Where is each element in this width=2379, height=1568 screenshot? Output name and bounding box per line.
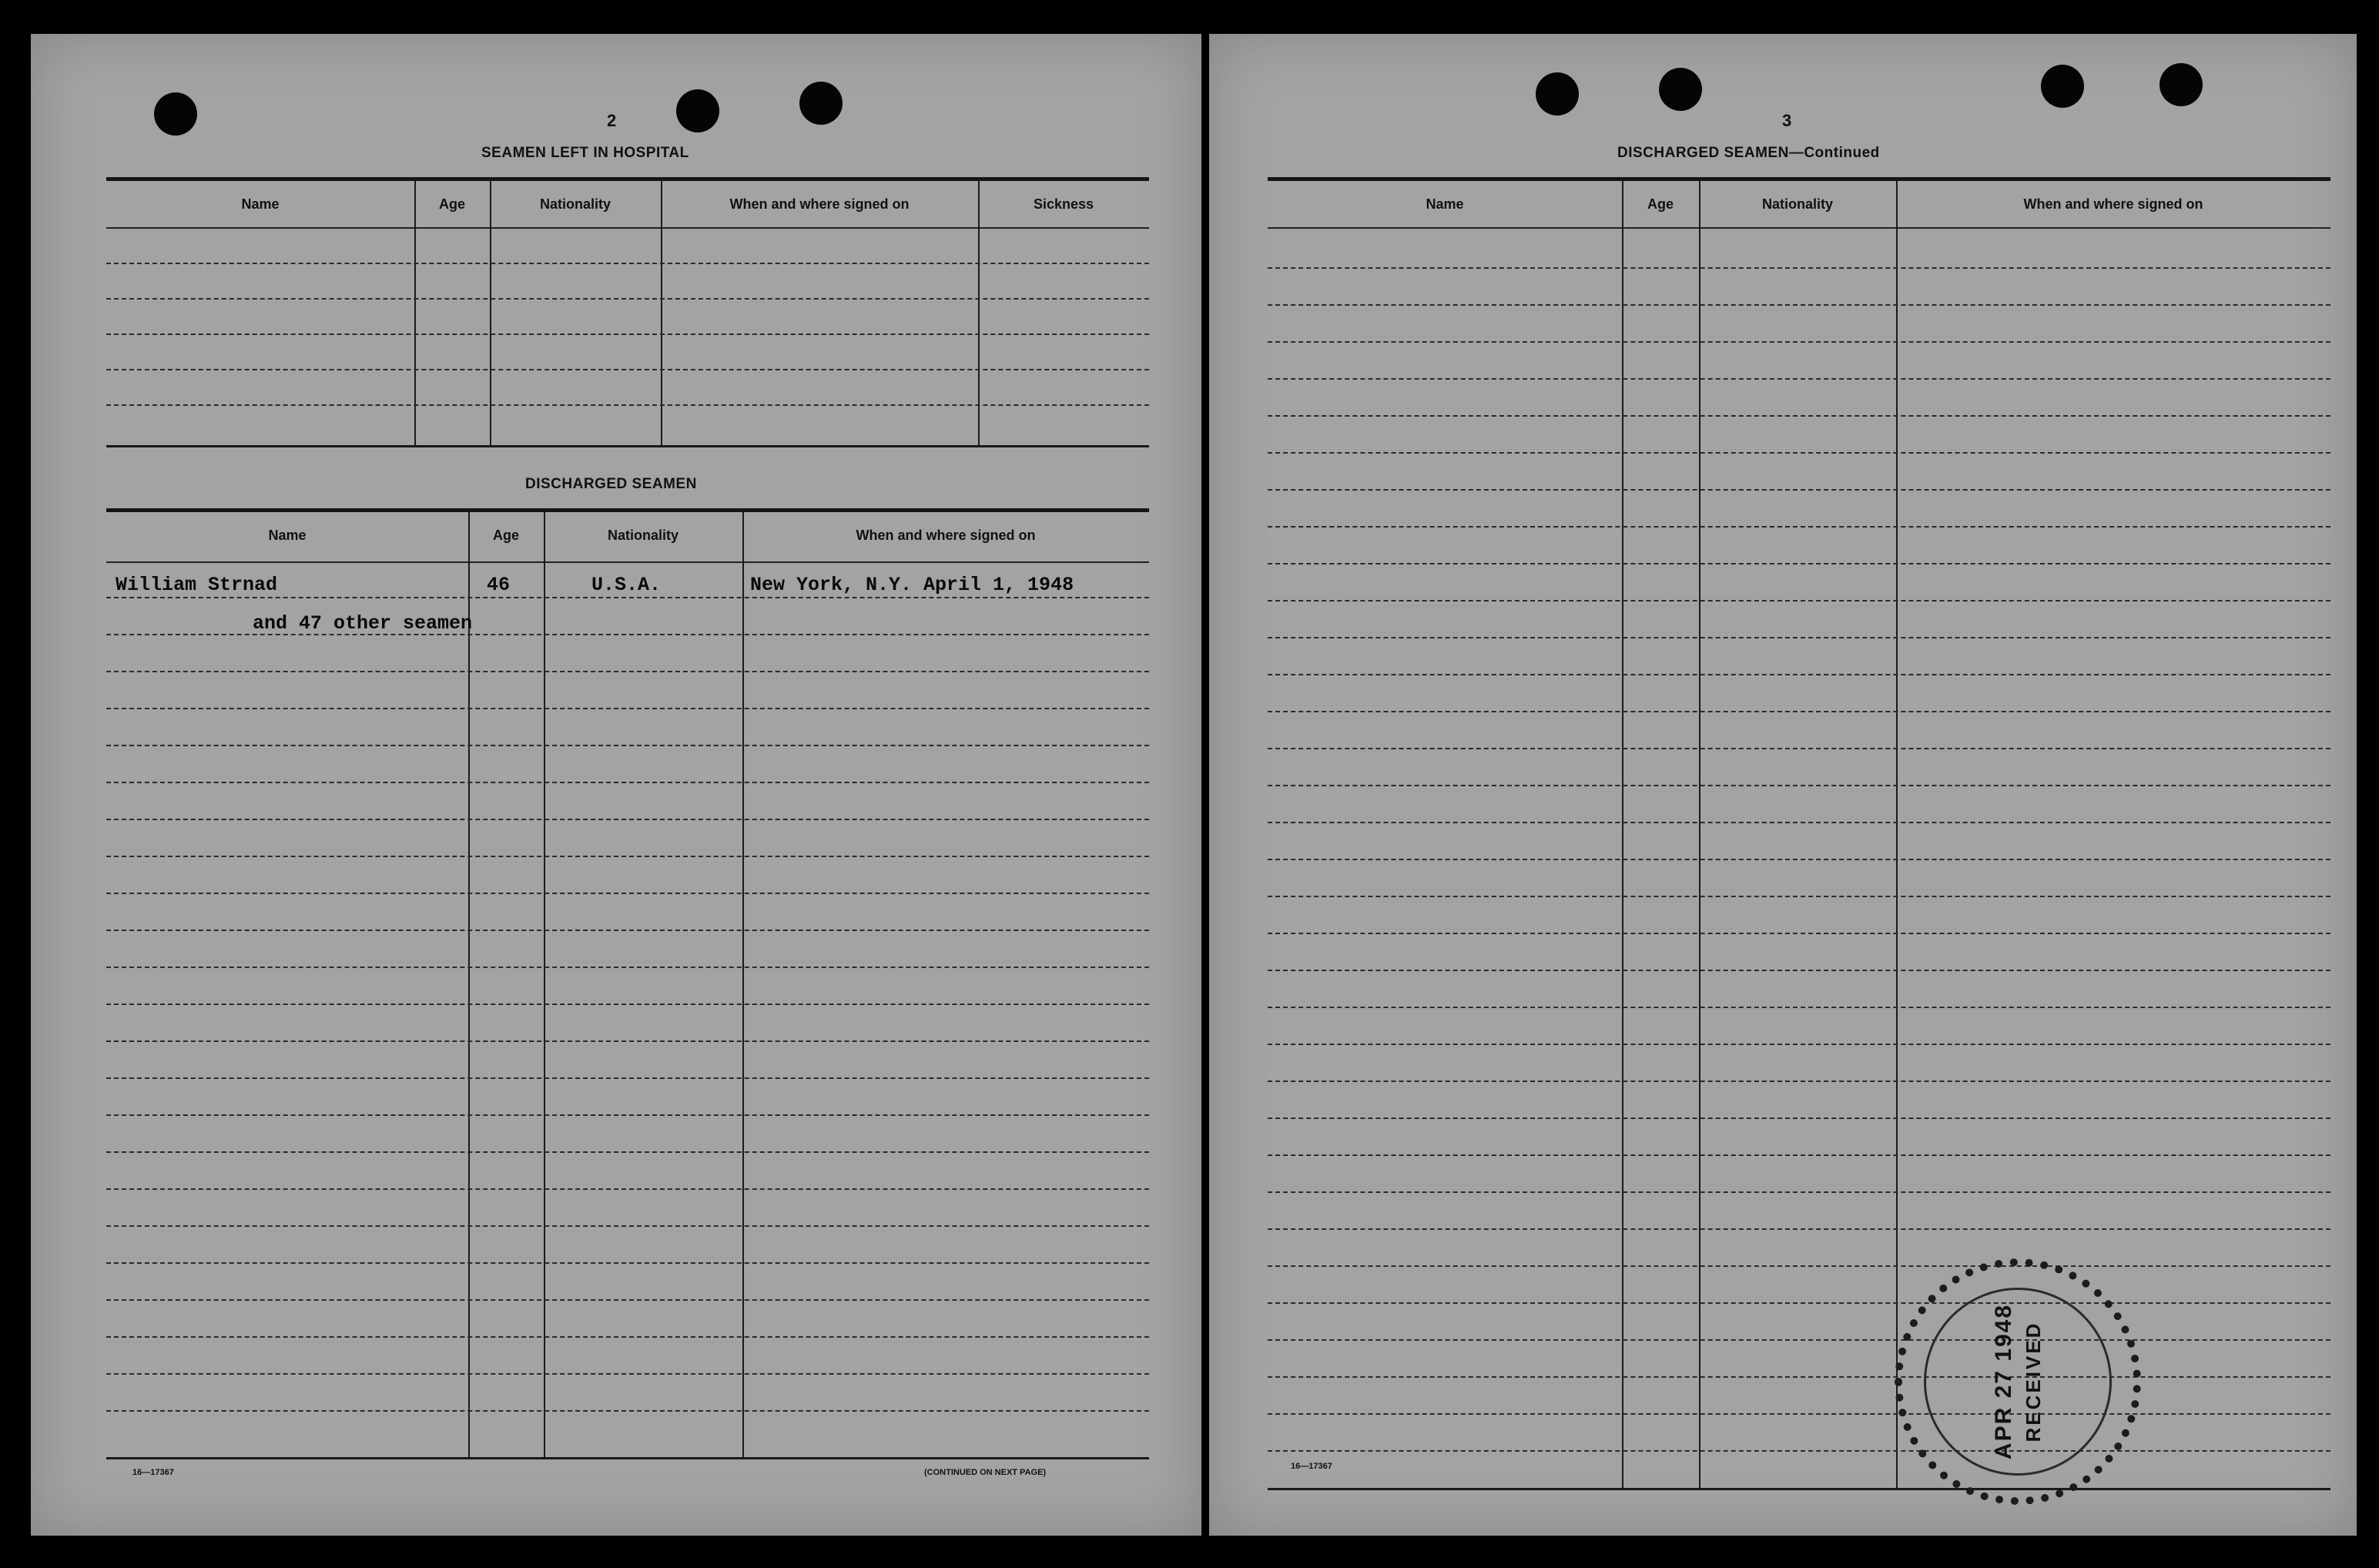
continued-note: (CONTINUED ON NEXT PAGE): [924, 1468, 1047, 1477]
table-header: [106, 181, 1149, 229]
form-number: 16—17367: [1291, 1462, 1332, 1471]
form-number: 16—17367: [132, 1468, 174, 1477]
discharged-section-title: DISCHARGED SEAMEN: [525, 476, 697, 492]
other-seamen-note: and 47 other seamen: [253, 612, 473, 635]
page-number: 3: [1782, 111, 1792, 130]
column-header: Age: [438, 196, 465, 212]
punch-hole: [676, 89, 719, 132]
column-header: Nationality: [607, 528, 679, 543]
hospital-section-title: SEAMEN LEFT IN HOSPITAL: [481, 145, 689, 161]
column-header: When and where signed on: [729, 196, 910, 212]
column-header: Name: [241, 196, 280, 212]
seaman-name: William Strnad: [116, 574, 278, 596]
table-header: [1268, 181, 2330, 229]
stamp-received: RECEIVED: [2021, 1321, 2045, 1442]
title-continued: —Continued: [1788, 145, 1880, 161]
column-header: Name: [1426, 196, 1464, 212]
discharged-continued-title: [1617, 145, 1880, 162]
column-header: When and where signed on: [856, 528, 1036, 543]
punch-hole: [1536, 72, 1579, 116]
column-header: Nationality: [1761, 196, 1833, 212]
discharged-continued-table: [1268, 177, 2330, 1490]
punch-hole: [2041, 65, 2084, 108]
discharged-table: [106, 508, 1149, 1459]
seaman-nationality: U.S.A.: [591, 574, 662, 596]
column-header: Age: [1647, 196, 1674, 212]
table-header: [106, 512, 1149, 563]
column-header: Sickness: [1033, 196, 1094, 212]
seaman-age: 46: [487, 574, 511, 596]
title-main: DISCHARGED SEAMEN: [1617, 145, 1789, 161]
stamp-date: APR 27 1948: [1990, 1303, 2016, 1460]
page-number: 2: [607, 111, 617, 130]
punch-hole: [2160, 63, 2203, 106]
punch-hole: [154, 92, 197, 136]
received-stamp: [1895, 1258, 2141, 1505]
left-page: [31, 34, 1201, 1536]
right-page: [1209, 34, 2357, 1536]
column-header: Age: [492, 528, 519, 543]
punch-hole: [1659, 68, 1702, 111]
column-header: When and where signed on: [2023, 196, 2203, 212]
column-header: Nationality: [539, 196, 611, 212]
punch-hole: [799, 82, 843, 125]
column-header: Name: [268, 528, 307, 543]
hospital-table: [106, 177, 1149, 447]
seaman-signed-on: New York, N.Y. April 1, 1948: [750, 574, 1074, 596]
